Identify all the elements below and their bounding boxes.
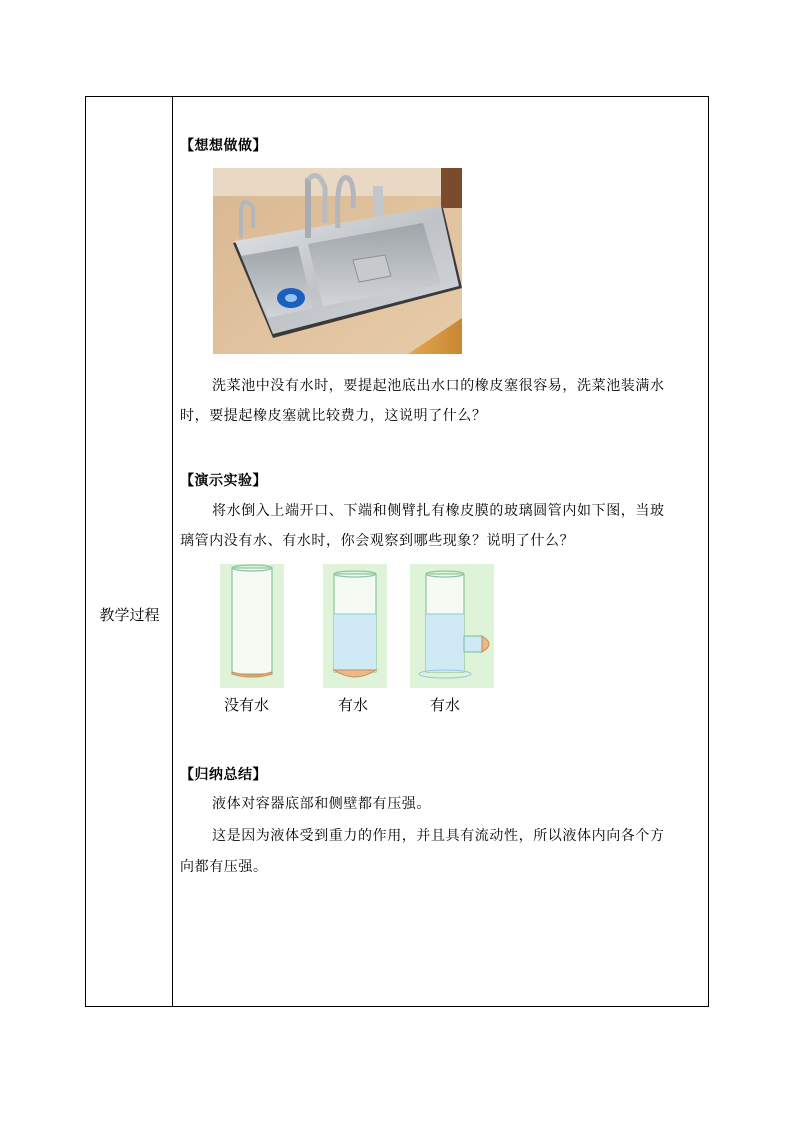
tube-label-water-2: 有水	[430, 696, 461, 714]
tube-with-water-side	[410, 564, 494, 688]
row-label-cell	[86, 97, 173, 1006]
demo-description-line2: 璃管内没有水、有水时，你会观察到哪些现象？说明了什么？	[180, 533, 575, 549]
summary-line2a: 这是因为液体受到重力的作用，并且具有流动性，所以液体内向各个方	[212, 828, 665, 844]
tube-label-no-water: 没有水	[224, 696, 270, 714]
tube-no-water	[220, 564, 284, 688]
section-heading-think: 【想想做做】	[180, 138, 267, 154]
summary-line2b: 向都有压强。	[180, 859, 268, 875]
row-label: 教学过程	[99, 606, 160, 624]
sink-photo	[213, 168, 462, 354]
section-heading-summary: 【归纳总结】	[180, 767, 267, 783]
tube-label-water-1: 有水	[338, 696, 369, 714]
sink-question-line2: 时，要提起橡皮塞就比较费力，这说明了什么？	[180, 408, 487, 424]
sink-question-line1: 洗菜池中没有水时，要提起池底出水口的橡皮塞很容易，洗菜池装满水	[212, 378, 665, 394]
tube-with-water-bottom	[323, 564, 387, 688]
summary-line1: 液体对容器底部和侧壁都有压强。	[212, 796, 431, 812]
section-heading-demo: 【演示实验】	[180, 473, 267, 489]
demo-description-line1: 将水倒入上端开口、下端和侧臂扎有橡皮膜的玻璃圆管内如下图，当玻	[212, 503, 665, 519]
